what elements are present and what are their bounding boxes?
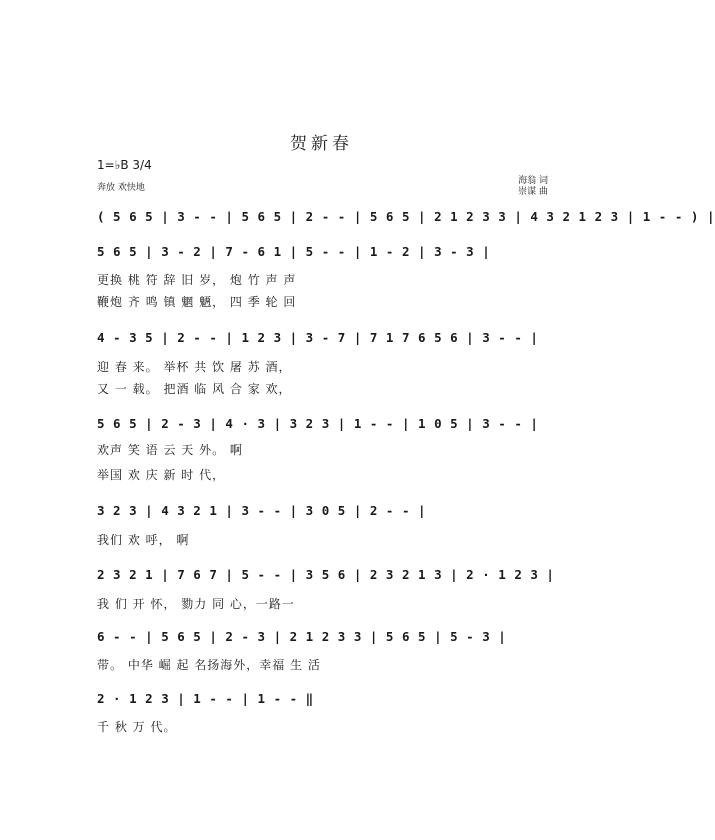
lyric-line-5a: 我们 欢 呼， 啊 — [97, 533, 190, 547]
song-title: 贺新春 — [290, 134, 353, 154]
lyric-line-4a: 欢声 笑 语 云 天 外。 啊 — [97, 443, 243, 457]
lyricist-credit: 海翁 词 — [518, 176, 548, 186]
lyric-line-8a: 千 秋 万 代。 — [97, 720, 177, 734]
notation-line-5: 3 2 3 | 4 3 2 1 | 3 - - | 3 0 5 | 2 - - | — [97, 503, 427, 518]
lyric-line-3b: 又 一 载。 把酒 临 风 合 家 欢， — [97, 382, 292, 396]
tempo-marking: 奔放 欢快地 — [97, 183, 145, 193]
notation-line-8: 2 · 1 2 3 | 1 - - | 1 - - ‖ — [97, 691, 314, 706]
lyric-line-7a: 带。 中华 崛 起 名扬海外，幸福 生 活 — [97, 658, 321, 672]
notation-line-1: ( 5 6 5 | 3 - - | 5 6 5 | 2 - - | 5 6 5 | 2 1 2 3 3 | 4 3 2 1 2 3 | 1 - - ) | — [97, 209, 715, 224]
composer-credit: 崇谋 曲 — [518, 187, 548, 197]
notation-line-3: 4 - 3 5 | 2 - - | 1 2 3 | 3 - 7 | 7 1 7 6 5 6 | 3 - - | — [97, 330, 539, 345]
notation-line-6: 2 3 2 1 | 7 6 7 | 5 - - | 3 5 6 | 2 3 2 1 3 | 2 · 1 2 3 | — [97, 567, 555, 582]
lyric-line-3a: 迎 春 来。 举杯 共 饮 屠 苏 酒， — [97, 360, 292, 374]
key-signature: 1=♭B 3/4 — [97, 158, 152, 172]
notation-line-7: 6 - - | 5 6 5 | 2 - 3 | 2 1 2 3 3 | 5 6 5 | 5 - 3 | — [97, 629, 507, 644]
lyric-line-6a: 我 们 开 怀， 勠力 同 心，一路一 — [97, 597, 295, 611]
lyric-line-4b: 举国 欢 庆 新 时 代， — [97, 468, 226, 482]
notation-line-2: 5 6 5 | 3 - 2 | 7 - 6 1 | 5 - - | 1 - 2 | 3 - 3 | — [97, 244, 491, 259]
lyric-line-2a: 更换 桃 符 辞 旧 岁， 炮 竹 声 声 — [97, 273, 297, 287]
notation-line-4: 5 6 5 | 2 - 3 | 4 · 3 | 3 2 3 | 1 - - | 1 0 5 | 3 - - | — [97, 416, 539, 431]
lyric-line-2b: 鞭炮 齐 鸣 镇 魍 魉， 四 季 轮 回 — [97, 295, 297, 309]
